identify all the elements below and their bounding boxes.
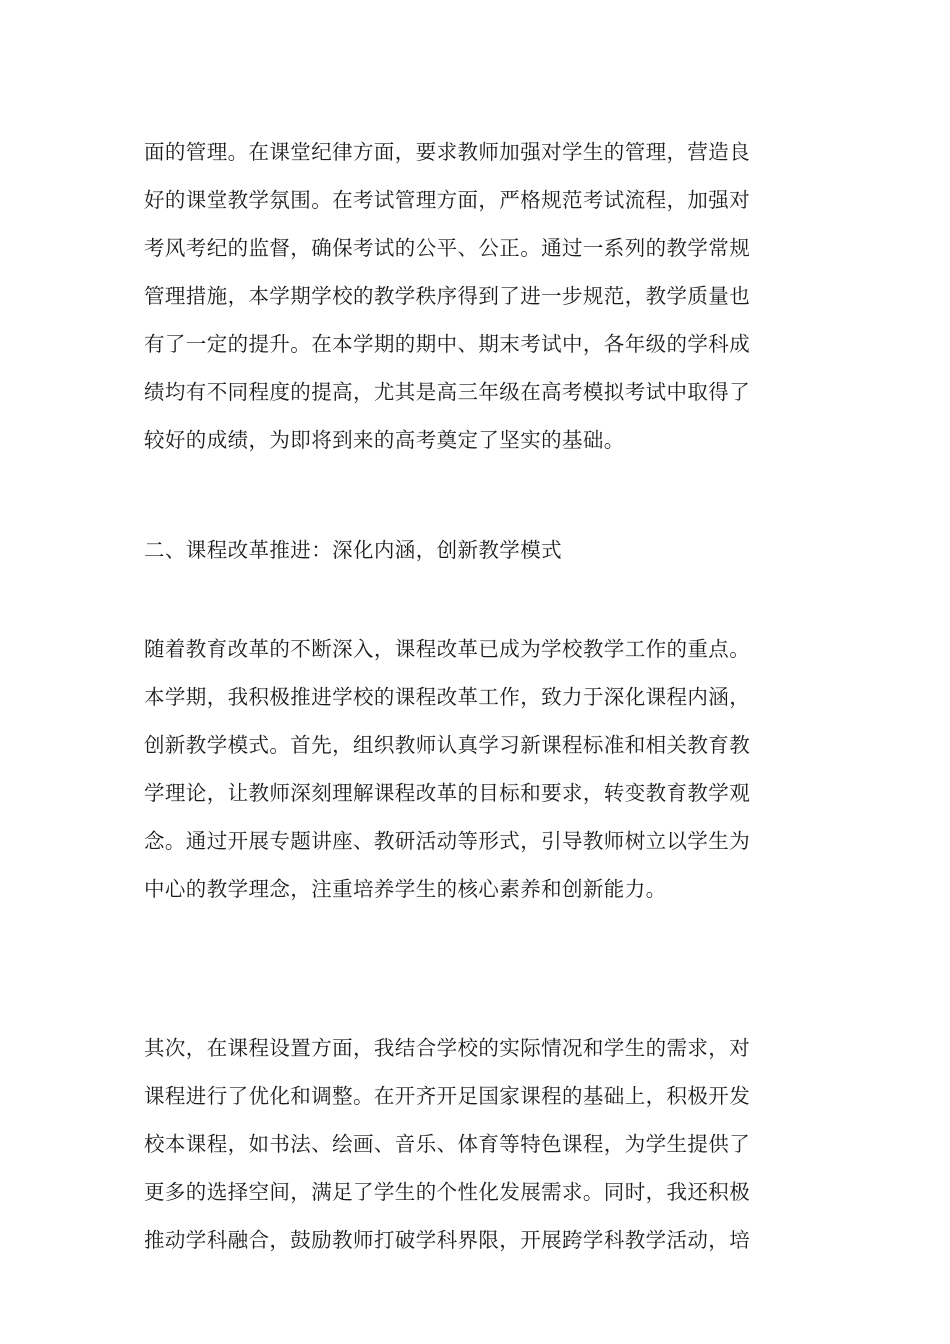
text-line: 更多的选择空间，满足了学生的个性化发展需求。同时，我还积极 [144, 1180, 751, 1204]
text-line: 面的管理。在课堂纪律方面，要求教师加强对学生的管理，营造良 [144, 140, 751, 164]
text-line: 考风考纪的监督，确保考试的公平、公正。通过一系列的教学常规 [144, 236, 751, 260]
text-line: 推动学科融合，鼓励教师打破学科界限，开展跨学科教学活动，培 [144, 1228, 751, 1252]
text-line: 中心的教学理念，注重培养学生的核心素养和创新能力。 [144, 877, 667, 901]
text-line: 课程进行了优化和调整。在开齐开足国家课程的基础上，积极开发 [144, 1084, 751, 1108]
text-line: 其次，在课程设置方面，我结合学校的实际情况和学生的需求，对 [144, 1036, 751, 1060]
text-line: 随着教育改革的不断深入，课程改革已成为学校教学工作的重点。 [144, 637, 751, 661]
text-line: 学理论，让教师深刻理解课程改革的目标和要求，转变教育教学观 [144, 781, 751, 805]
text-line: 较好的成绩，为即将到来的高考奠定了坚实的基础。 [144, 428, 625, 452]
text-line: 管理措施，本学期学校的教学秩序得到了进一步规范，教学质量也 [144, 284, 751, 308]
text-line: 绩均有不同程度的提高，尤其是高三年级在高考模拟考试中取得了 [144, 380, 751, 404]
text-line: 有了一定的提升。在本学期的期中、期末考试中，各年级的学科成 [144, 332, 751, 356]
text-line: 念。通过开展专题讲座、教研活动等形式，引导教师树立以学生为 [144, 829, 751, 853]
text-line: 创新教学模式。首先，组织教师认真学习新课程标准和相关教育教 [144, 733, 751, 757]
text-line: 本学期，我积极推进学校的课程改革工作，致力于深化课程内涵， [144, 685, 751, 709]
text-line: 好的课堂教学氛围。在考试管理方面，严格规范考试流程，加强对 [144, 188, 751, 212]
text-line: 校本课程，如书法、绘画、音乐、体育等特色课程，为学生提供了 [144, 1132, 751, 1156]
section-heading: 二、课程改革推进：深化内涵，创新教学模式 [144, 538, 562, 562]
